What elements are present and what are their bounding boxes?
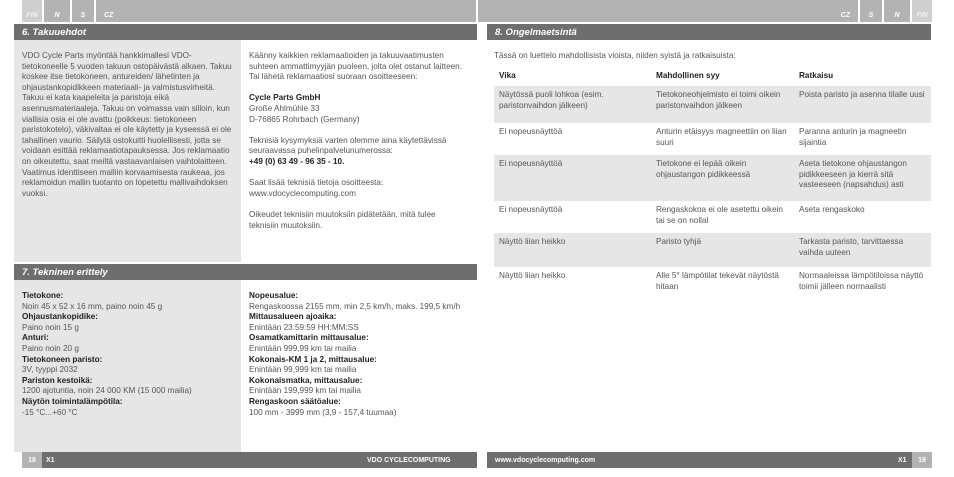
footer-model-left: X1 bbox=[46, 456, 55, 464]
support-block bbox=[249, 136, 467, 168]
footer-model-right: X1 bbox=[898, 456, 907, 464]
table-row: Ei nopeusnäyttöä Tietokone ei lepää oikein ohjaustangon pidikkeessä Aseta tietokone ohjaustangon pidikkeeseen ja kierrä sitä vasteeseen (napsahdus) asti bbox=[494, 155, 931, 201]
table-row: Näyttö liian heikko Alle 5° lämpötilat tekevät näytöstä hitaan Normaaleissa lämpötiloissa näyttö toimii jälleen normaalisti bbox=[499, 271, 924, 291]
tab-s-right[interactable]: S bbox=[860, 0, 882, 22]
table-row: Näyttö liian heikko Paristo tyhjä Tarkasta paristo, tarvittaessa vaihda uuteen bbox=[494, 233, 931, 267]
spec-item: Kokonaismatka, mittausalue: Enintään 199,999 km tai mailia bbox=[249, 375, 363, 396]
header-fault: Vika bbox=[499, 71, 516, 80]
table-header-row bbox=[494, 67, 931, 86]
footer-url[interactable]: www.vdocyclecomputing.com bbox=[495, 456, 596, 464]
spec-item: Ohjaustankopidike: Paino noin 15 g bbox=[22, 312, 98, 332]
tab-fin-left[interactable]: FIN bbox=[22, 0, 42, 22]
support-text: Teknisiä kysymyksiä varten olemme aina käytettävissä seuraavassa puhelinpalvelunumerossa: bbox=[249, 135, 447, 156]
top-tab-strip bbox=[0, 0, 954, 22]
company-city: D-76865 Rohrbach (Germany) bbox=[249, 114, 360, 124]
tab-cz-left[interactable]: CZ bbox=[96, 0, 476, 22]
tab-fin-right[interactable]: FIN bbox=[912, 0, 932, 22]
spec-item: Näytön toimintalämpötila: -15 °C...+60 °C bbox=[22, 396, 123, 417]
spec-item: Tietokoneen paristo: 3V, tyyppi 2032 bbox=[22, 354, 103, 375]
spec-item: Mittausalueen ajoaika: Enintään 23:59:59 HH:MM:SS bbox=[249, 312, 359, 332]
section-8-header: 8. Ongelmaetsintä bbox=[487, 24, 931, 40]
info-text: Saat lisää teknisiä tietoja osoitteesta: bbox=[249, 178, 384, 188]
footer-brand: VDO CYCLECOMPUTING bbox=[367, 456, 451, 464]
tab-s-left[interactable]: S bbox=[72, 0, 94, 22]
table-row: Näytössä puoli lohkoa (esim. paristonvaihdon jälkeen) Tietokoneohjelmisto ei toimi oikein paristonvaihdon jälkeen Poista paristo ja asenna tilalle uusi bbox=[494, 86, 931, 123]
spec-item: Anturi: Paino noin 20 g bbox=[22, 333, 79, 353]
troubleshooting-intro: Tässä on luettelo mahdollisista vioista, niiden syistä ja ratkaisuista: bbox=[494, 51, 736, 60]
company-name: Cycle Parts GmbH bbox=[249, 93, 321, 103]
rights-text: Oikeudet teknisiin muutoksiin pidätetään, mitä tulee teknisiin muutoksiin. bbox=[249, 209, 436, 230]
spec-item: Rengaskoon säätöalue: 100 mm - 3999 mm (3,9 - 157,4 tuumaa) bbox=[249, 396, 397, 417]
page-number-left: 18 bbox=[22, 452, 42, 468]
info-url[interactable]: www.vdocyclecomputing.com bbox=[249, 188, 356, 198]
header-solution: Ratkaisu bbox=[799, 71, 834, 80]
claims-text: Käänny kaikkien reklamaatioiden ja takuuvaatimusten suhteen ammattimyyjän puoleen, jolta olet ostanut laitteen. Tai lähetä reklamaatiosi suoraan osoitteeseen: bbox=[249, 51, 463, 82]
tab-cz-right[interactable]: CZ bbox=[478, 0, 858, 22]
spec-item: Tietokone: Noin 45 x 52 x 16 mm, paino noin 45 g bbox=[22, 291, 163, 311]
spec-column-2 bbox=[249, 291, 469, 418]
spec-column-1 bbox=[22, 291, 237, 418]
header-cause: Mahdollinen syy bbox=[656, 71, 720, 80]
table-row: Ei nopeusnäyttöä Rengaskokoa ei ole asetettu oikein tai se on nollal Aseta rengaskoko bbox=[499, 205, 865, 225]
info-block bbox=[249, 178, 467, 199]
section-7-header: 7. Tekninen erittely bbox=[14, 264, 477, 280]
warranty-contact-column bbox=[249, 51, 467, 242]
spec-item: Kokonais-KM 1 ja 2, mittausalue: Enintään 99,999 km tai mailia bbox=[249, 354, 377, 375]
tab-n-right[interactable]: N bbox=[884, 0, 910, 22]
section-6-header: 6. Takuuehdot bbox=[14, 24, 477, 40]
spec-item: Pariston kestoikä: 1200 ajotuntia, noin 24 000 KM (15 000 mailia) bbox=[22, 375, 192, 396]
company-block bbox=[249, 93, 467, 125]
table-row: Ei nopeusnäyttöä Anturin etäisyys magneettiin on liian suuri Paranna anturin ja magneetin sijaintia bbox=[499, 127, 907, 147]
troubleshooting-table bbox=[494, 67, 931, 307]
tab-n-left[interactable]: N bbox=[44, 0, 70, 22]
spec-item: Nopeusalue: Rengaskoossa 2155 mm, min 2,5 km/h, maks. 199,5 km/h bbox=[249, 291, 461, 311]
company-street: Große Ahlmühle 33 bbox=[249, 103, 320, 113]
page-number-right: 19 bbox=[912, 452, 932, 468]
spec-item: Osamatkamittarin mittausalue: Enintään 999,99 km tai mailia bbox=[249, 333, 369, 353]
warranty-text: VDO Cycle Parts myöntää hankkimallesi VDO-tietokoneelle 5 vuoden takuun ostopäivästä alkaen. Takuu koskee itse tietokoneen, antureiden/ lähetinten ja ohjaustankopidikkeen materiaali- ja valmistusvirheitä. Takuu ei kata kaapeleita ja paristoja eikä asennusmateriaaleja. Takuu on voimassa vain silloin, kun viallisia osia ei ole avattu (poikkeus: tietokoneen paristokotelo), väkivaltaa ei ole käytetty ja kyseessä ei ole tahallinen vaurio. Säilytä ostokuitti huolellisesti, jotta se voidaan esittää reklamaatiotapauksessa. Jos reklamaatio on oikeutettu, saat meiltä vastaavanlaisen vaihtolaitteen. Vaatimus identtiseen malliin korvaamisesta raukeaa, jos reklamoidun mallin tuotanto on lopetettu mallivaihdoksen vuoksi. bbox=[22, 51, 232, 198]
support-phone: +49 (0) 63 49 - 96 35 - 10. bbox=[249, 156, 345, 166]
